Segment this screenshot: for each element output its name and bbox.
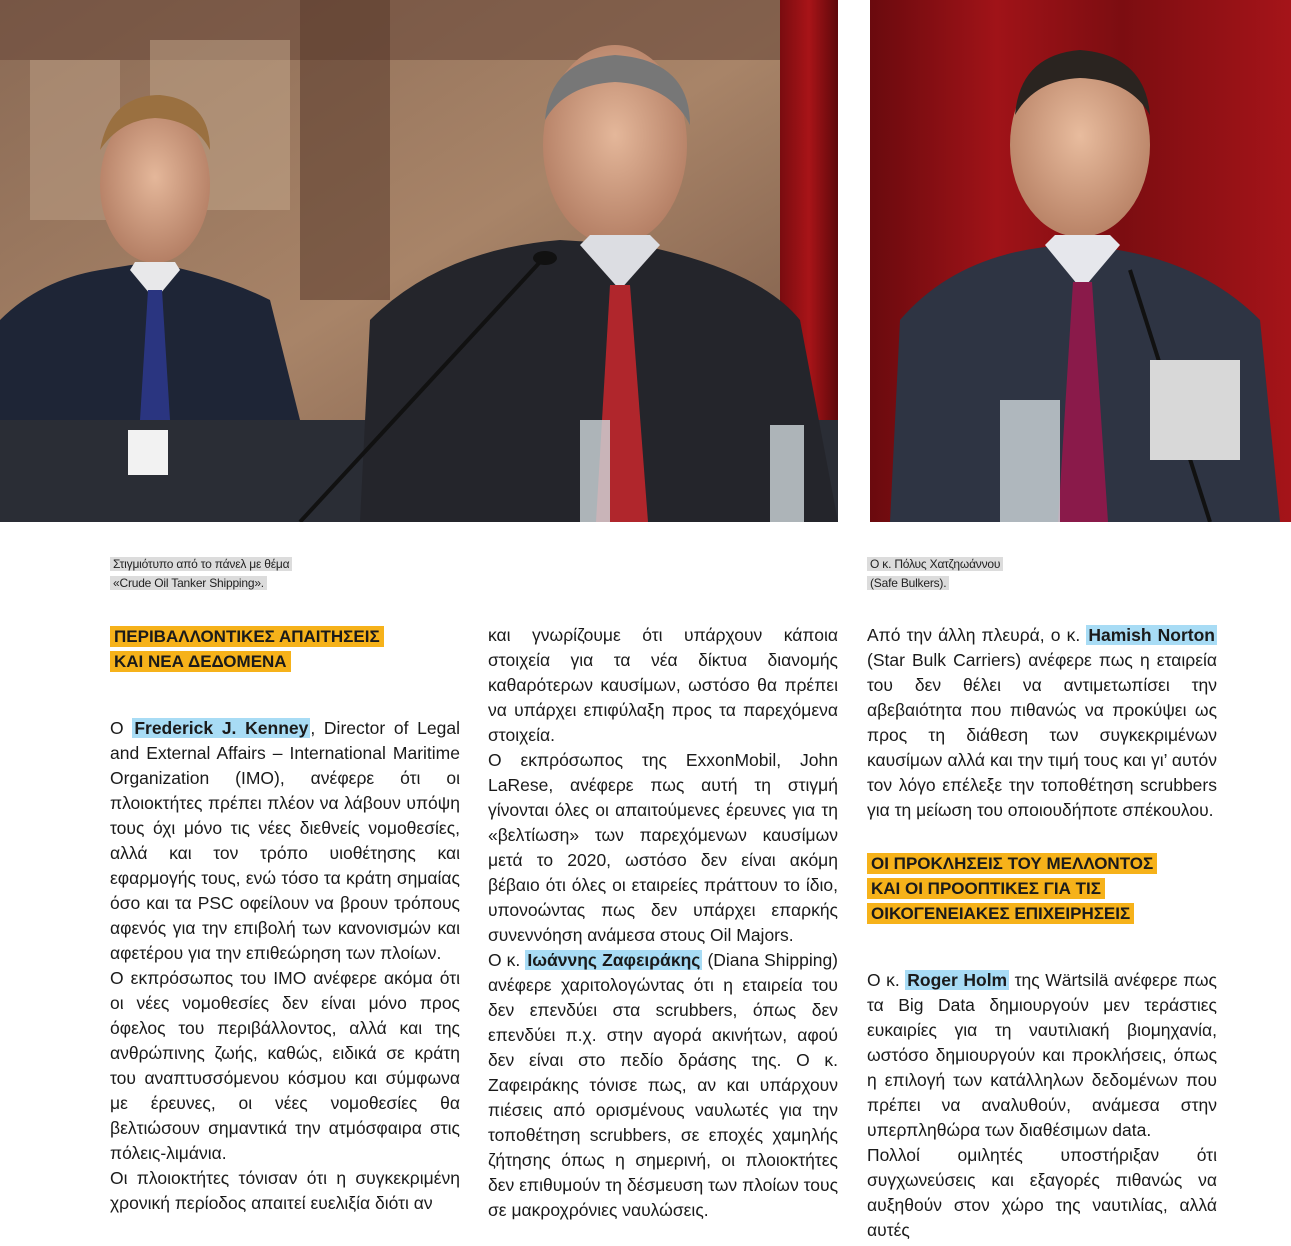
paragraph: Ο κ. Roger Holm της Wärtsilä ανέφερε πως τα Big Data δημιουργούν μεν τεράστιες ευκαιρίες για τη ναυτιλιακή βιομηχανία, ωστόσο δημιουργούν και προκλήσεις, όπως η επιλογή των κατάλληλων δεδομένων που πρέπει να αναλυθούν, ανάμεσα στην υπερπληθώρα των διαθέσιμων data. <box>867 970 1217 1140</box>
panel-photo <box>0 0 838 522</box>
photo-caption-right <box>867 555 1003 593</box>
heading-line: ΚΑΙ ΝΕΑ ΔΕΔΟΜΕΝΑ <box>110 651 291 672</box>
heading-line: ΟΙ ΠΡΟΚΛΗΣΕΙΣ ΤΟΥ ΜΕΛΛΟΝΤΟΣ <box>867 853 1157 874</box>
paragraph: Ο εκπρόσωπος της ExxonMobil, John LaRese, ανέφερε πως αυτή τη στιγμή γίνονται όλες οι απαιτούμενες έρευνες για τη «βελτίωση» των παρεχόμενων καυσίμων μετά το 2020, ωστόσο δεν είναι ακόμη βέβαιο ότι όλες οι εταιρείες πράττουν το ίδιο, υπονοώντας πως δεν υπάρχει επαρκής συνεννόηση ανάμεσα στους Oil Majors. <box>488 750 838 945</box>
highlighted-name: Hamish Norton <box>1088 625 1215 645</box>
paragraph: Ο κ. Ιωάννης Ζαφειράκης (Diana Shipping) ανέφερε χαριτολογώντας ότι η εταιρεία του δεν επενδύει στα scrubbers, όπως δεν επενδύει π.χ. στην αγορά ακινήτων, αφού δεν είναι στο πεδίο δράσης της. Ο κ. Ζαφειράκης τόνισε πως, αν και υπάρχουν πιέσεις από ορισμένους ναυλωτές για την τοποθέτηση scrubbers, σε εποχές χαμηλής ζήτησης όπως η σημερινή, οι πλοιοκτήτες δεν επιθυμούν τη δέσμευση των πλοίων τους σε μακροχρόνιες ναυλώσεις. <box>488 950 839 1220</box>
article-column-3 <box>867 623 1217 1243</box>
article-column-2 <box>488 623 838 1223</box>
caption-left-line2: «Crude Oil Tanker Shipping». <box>110 576 267 590</box>
section-heading-environment <box>110 624 460 674</box>
photo-caption-left <box>110 555 292 593</box>
caption-right-line2: (Safe Bulkers). <box>867 576 949 590</box>
section-heading-future <box>867 851 1217 926</box>
speaker-photo <box>870 0 1291 522</box>
caption-right-line1: Ο κ. Πόλυς Χατζηωάννου <box>867 557 1003 571</box>
paragraph: Από την άλλη πλευρά, ο κ. Hamish Norton (Star Bulk Carriers) ανέφερε πως η εταιρεία του δεν θέλει να αντιμετωπίσει την αβεβαιότητα που πιθανώς να προκύψει ως προς τη διάθεση των συγκεκριμένων καυσίμων αλλά και την τιμή τους και γι’ αυτόν τον λόγο επέλεξε την τοποθέτηση scrubbers για τη μείωση του οποιουδήποτε σπέκουλου. <box>867 625 1217 820</box>
caption-left-line1: Στιγμιότυπο από το πάνελ με θέμα <box>110 557 292 571</box>
heading-line: ΟΙΚΟΓΕΝΕΙΑΚΕΣ ΕΠΙΧΕΙΡΗΣΕΙΣ <box>867 903 1134 924</box>
heading-line: ΠΕΡΙΒΑΛΛΟΝΤΙΚΕΣ ΑΠΑΙΤΗΣΕΙΣ <box>110 626 384 647</box>
paragraph: Ο εκπρόσωπος του IMO ανέφερε ακόμα ότι οι νέες νομοθεσίες δεν είναι μόνο προς όφελος του περιβάλλοντος, αλλά και της ανθρώπινης ζωής, καθώς, ειδικά σε κράτη του αναπτυσσόμενου κόσμου και σύμφωνα με έρευνες, οι νέες νομοθεσίες θα βελτιώσουν σημαντικά την ατμόσφαιρα στις πόλεις-λιμάνια. <box>110 968 460 1163</box>
heading-line: ΚΑΙ ΟΙ ΠΡΟΟΠΤΙΚΕΣ ΓΙΑ ΤΙΣ <box>867 878 1105 899</box>
highlighted-name: Frederick J. Kenney <box>134 718 309 738</box>
paragraph: Πολλοί ομιλητές υποστήριξαν ότι συγχωνεύσεις και εξαγορές πιθανώς να αυξηθούν στον χώρο της ναυτιλίας, αλλά αυτές <box>867 1145 1217 1240</box>
highlighted-name: Roger Holm <box>907 970 1008 990</box>
paragraph: και γνωρίζουμε ότι υπάρχουν κάποια στοιχεία για τα νέα δίκτυα διανομής καθαρότερων καυσίμων, ωστόσο θα πρέπει να υπάρχει επιφύλαξη προς τα παρεχόμενα στοιχεία. <box>488 625 838 745</box>
paragraph: Ο Frederick J. Kenney , Director of Legal and External Affairs – International Maritime Organization (IMO), ανέφερε ότι οι πλοιοκτήτες πρέπει πλέον να λάβουν υπόψη τους όχι μόνο τις νέες διεθνείς νομοθεσίες, αλλά και τον τρόπο υιοθέτησης και εφαρμογής τους, ενώ τόσο τα κράτη σημαίας όσο και τα PSC οφείλουν να βρουν τρόπους αφενός για την επιβολή των κανονισμών και αφετέρου για την επιθεώρηση των πλοίων. <box>110 718 460 963</box>
paragraph: Οι πλοιοκτήτες τόνισαν ότι η συγκεκριμένη χρονική περίοδος απαιτεί ευελιξία διότι αν <box>110 1168 460 1213</box>
highlighted-name: Ιωάννης Ζαφειράκης <box>527 950 701 970</box>
article-column-1 <box>110 624 460 1216</box>
